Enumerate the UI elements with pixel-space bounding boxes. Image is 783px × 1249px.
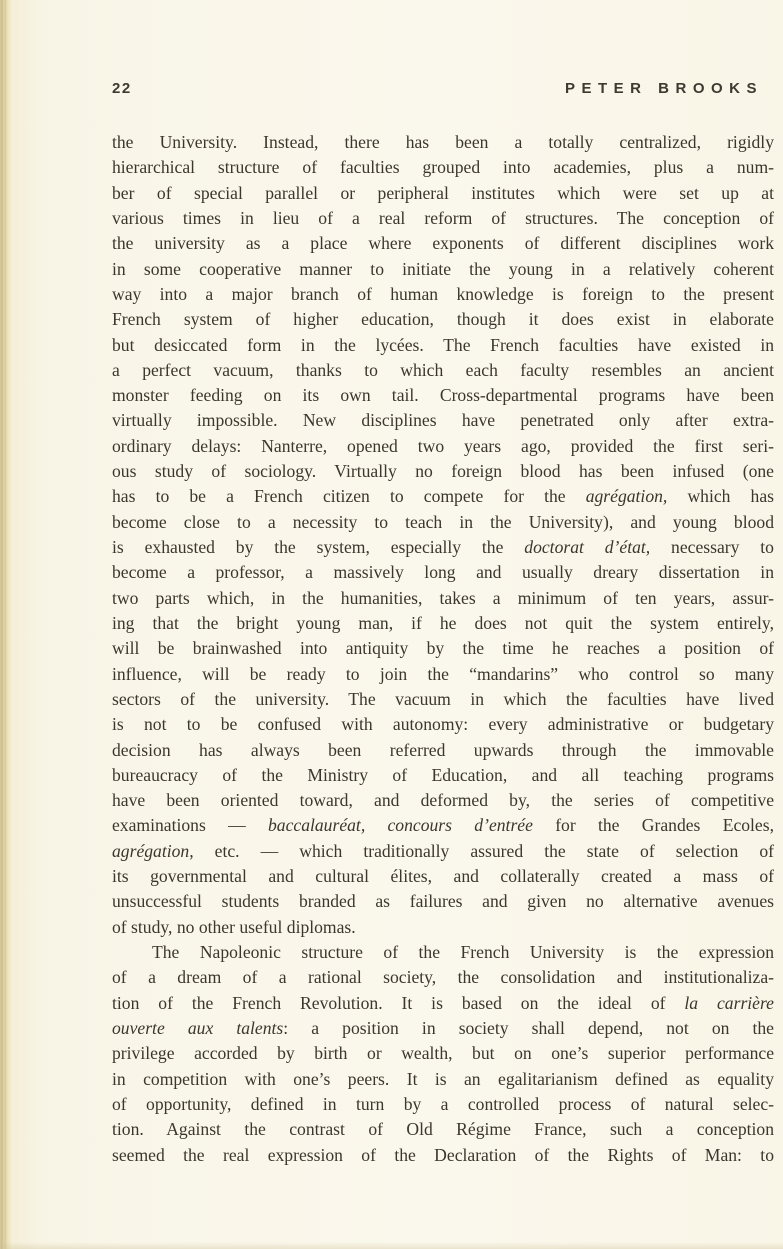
text-line: virtually impossible. New disciplines have penetrated only after extra- [112,410,774,431]
text-line: the University. Instead, there has been a totally centralized, rigidly [112,132,774,152]
text-line: ber of special parallel or peripheral institutes which were set up at [112,182,774,203]
text-line: its governmental and cultural élites, and collaterally created a mass of [112,866,774,887]
text-line: French system of higher education, though it does exist in elaborate [112,309,774,330]
text-line: two parts which, in the humanities, takes a minimum of ten years, assur- [112,587,774,608]
text-line: become close to a necessity to teach in the University), and young blood [112,511,774,532]
page-bottom-edge [0,1242,783,1249]
text-line: ous study of sociology. Virtually no foreign blood has been infused (one [112,461,774,482]
text-line: influence, will be ready to join the “mandarins” who control so many [112,663,774,684]
text-line: tion of the French Revolution. It is based on the ideal of la carrière [112,992,774,1013]
text-line: of study, no other useful diplomas. [112,916,356,937]
text-line: have been oriented toward, and deformed by, the series of competitive [112,790,774,811]
body-text [112,130,774,1168]
text-line: tion. Against the contrast of Old Régime France, such a conception [112,1119,774,1140]
text-line: is not to be confused with autonomy: every administrative or budgetary [112,714,774,735]
text-line: decision has always been referred upwards through the immovable [112,739,774,760]
text-line: is exhausted by the system, especially the doctorat d’état, necessary to [112,537,774,557]
text-line: ouverte aux talents: a position in society shall depend, not on the [112,1017,774,1038]
text-line: but desiccated form in the lycées. The French faculties have existed in [112,334,774,355]
text-line: ordinary delays: Nanterre, opened two years ago, provided the first seri- [112,435,774,456]
text-line: in some cooperative manner to initiate the young in a relatively coherent [112,258,774,279]
text-line: a perfect vacuum, thanks to which each faculty resembles an ancient [112,359,774,380]
text-line: hierarchical structure of faculties grouped into academies, plus a num- [112,157,774,178]
text-line: way into a major branch of human knowledge is foreign to the present [112,283,774,304]
text-line: ing that the bright young man, if he does not quit the system entirely, [112,612,774,633]
text-line: agrégation, etc. — which traditionally assured the state of selection of [112,840,774,861]
text-line: will be brainwashed into antiquity by the time he reaches a position of [112,638,774,659]
page-number: 22 [112,80,132,97]
text-line: privilege accorded by birth or wealth, but on one’s superior performance [112,1043,774,1064]
text-line: bureaucracy of the Ministry of Education, and all teaching programs [112,764,774,785]
text-line: become a professor, a massively long and usually dreary dissertation in [112,562,774,583]
text-line: sectors of the university. The vacuum in which the faculties have lived [112,688,774,709]
page-header [112,80,763,97]
text-line: seemed the real expression of the Declaration of the Rights of Man: to [112,1144,774,1165]
text-line: various times in lieu of a real reform of structures. The conception of [112,207,774,228]
running-head: PETER BROOKS [564,80,763,97]
text-line: of opportunity, defined in turn by a controlled process of natural selec- [112,1093,774,1114]
text-line: unsuccessful students branded as failures and given no alternative avenues [112,891,774,912]
text-line: monster feeding on its own tail. Cross-departmental programs have been [112,385,774,406]
text-line: of a dream of a rational society, the consolidation and institutionaliza- [112,967,774,988]
text-line: examinations — baccalauréat, concours d’entrée for the Grandes Ecoles, [112,815,774,836]
text-line: The Napoleonic structure of the French University is the expression [152,942,774,962]
page-left-edge [0,0,15,1249]
text-line: has to be a French citizen to compete for the agrégation, which has [112,486,774,507]
text-line: in competition with one’s peers. It is an egalitarianism defined as equality [112,1068,774,1089]
text-line: the university as a place where exponents of different disciplines work [112,233,774,254]
